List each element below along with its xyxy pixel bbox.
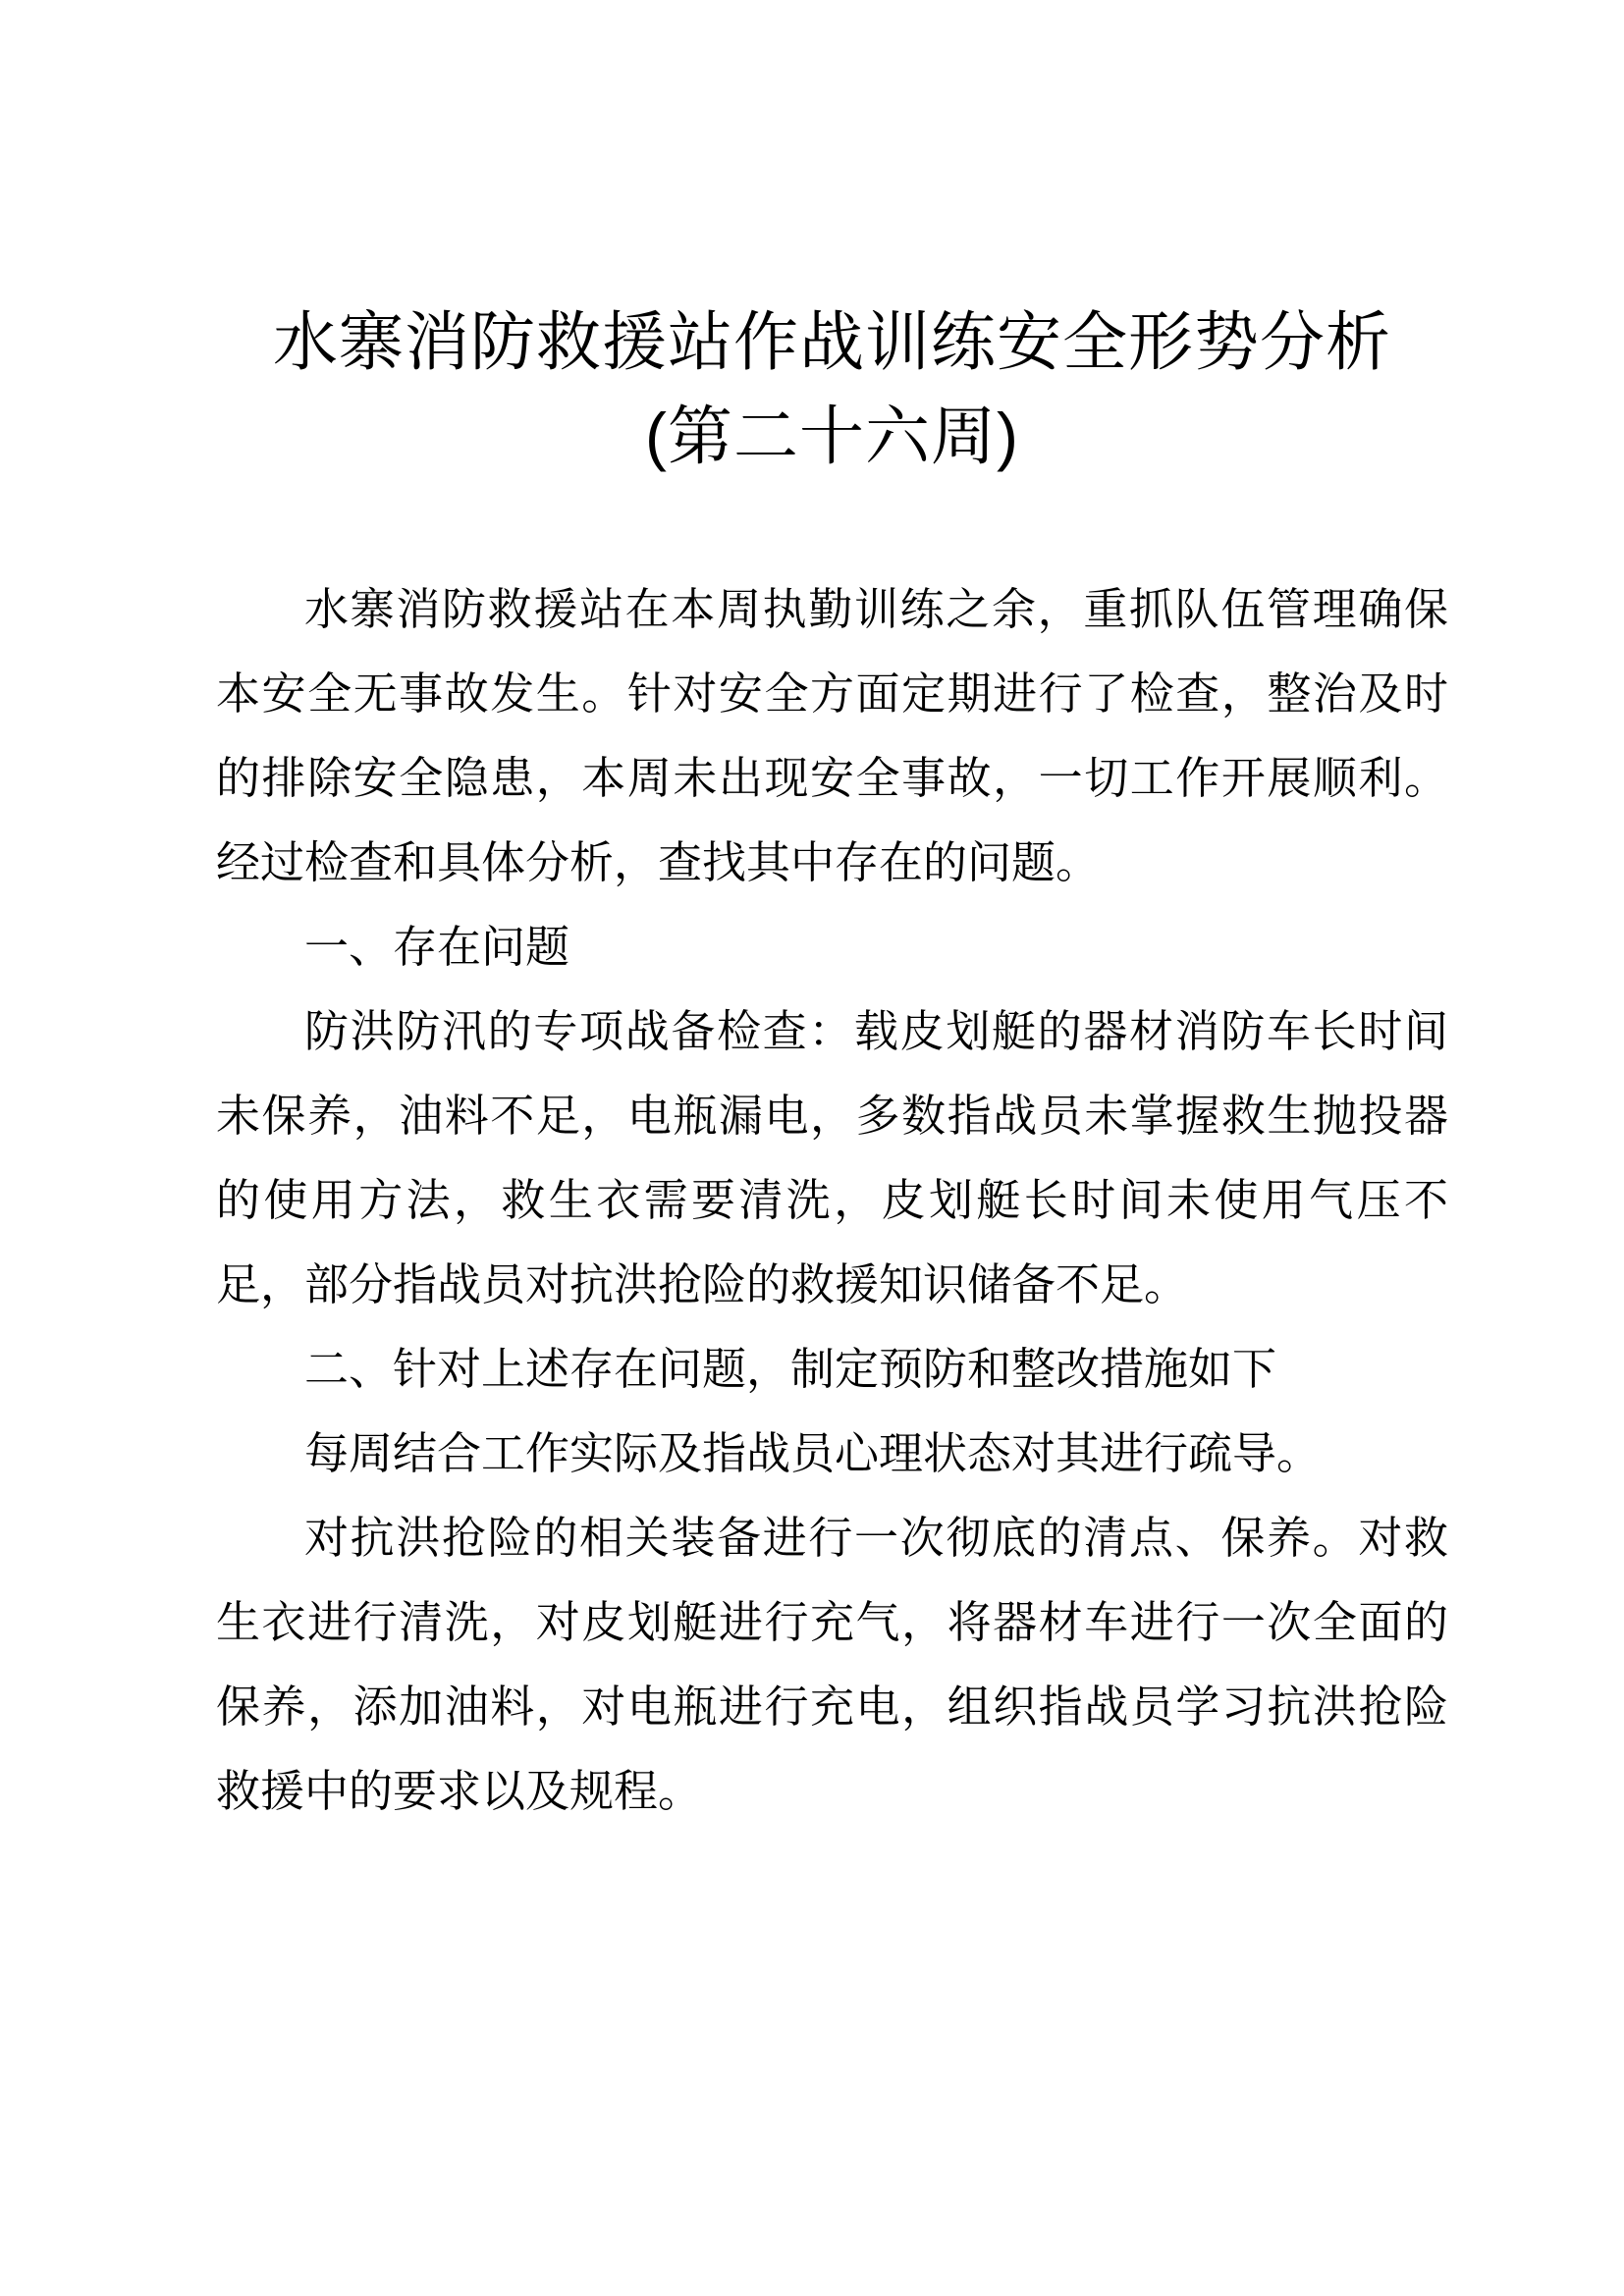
section-heading-corrective-measures: 二、针对上述存在问题，制定预防和整改措施如下 <box>304 1344 1277 1394</box>
document-body <box>216 567 1448 1834</box>
paragraph-measure-equipment: 对抗洪抢险的相关装备进行一次彻底的清点、保养。对救生衣进行清洗，对皮划艇进行充气，将器材车进行一次全面的保养，添加油料，对电瓶进行充电，组织指战员学习抗洪抢险救援中的要求以及规程。 <box>216 1513 1448 1816</box>
document-title <box>216 294 1448 483</box>
section-heading-existing-problems: 一、存在问题 <box>304 922 570 972</box>
title-line-1: 水寨消防救援站作战训练安全形势分析 <box>273 305 1391 378</box>
paragraph-intro: 水寨消防救援站在本周执勤训练之余，重抓队伍管理确保本安全无事故发生。针对安全方面定期进行了检查，整治及时的排除安全隐患，本周未出现安全事故，一切工作开展顺利。经过检查和具体分析，查找其中存在的问题。 <box>216 584 1448 887</box>
title-line-2: (第二十六周) <box>645 400 1019 472</box>
paragraph-problems-detail: 防洪防汛的专项战备检查：载皮划艇的器材消防车长时间未保养，油料不足，电瓶漏电，多数指战员未掌握救生抛投器的使用方法，救生衣需要清洗，皮划艇长时间未使用气压不足，部分指战员对抗洪抢险的救援知识储备不足。 <box>216 1006 1448 1309</box>
paragraph-measure-counseling: 每周结合工作实际及指战员心理状态对其进行疏导。 <box>304 1428 1322 1478</box>
